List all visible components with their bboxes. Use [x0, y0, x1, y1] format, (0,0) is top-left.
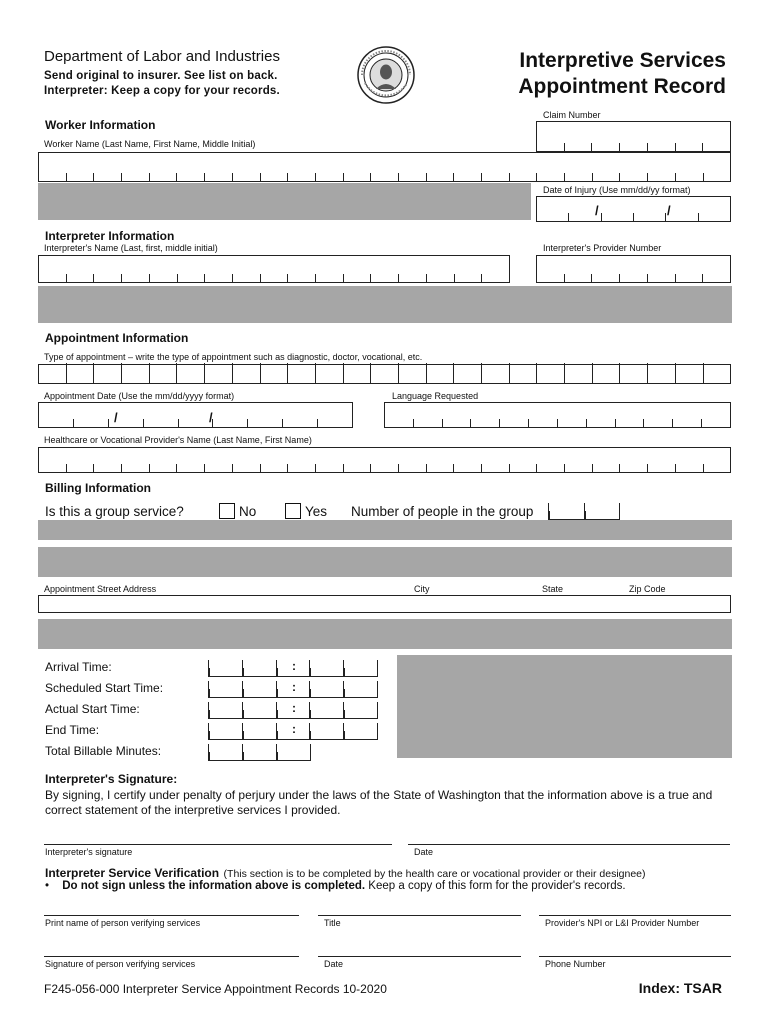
appointment-type-label: Type of appointment – write the type of appointment such as diagnostic, doctor, vocational, etc. [44, 352, 423, 362]
phone-label: Phone Number [545, 959, 606, 969]
department-name: Department of Labor and Industries [44, 48, 280, 65]
appointment-date-label: Appointment Date (Use the mm/dd/yyyy format) [44, 391, 235, 401]
street-address-label: Appointment Street Address [44, 584, 157, 594]
appointment-section-title: Appointment Information [45, 331, 189, 345]
group-no-label: No [239, 504, 257, 519]
actual-start-label: Actual Start Time: [45, 702, 140, 716]
worker-name-label: Worker Name (Last Name, First Name, Middle Initial) [44, 139, 256, 149]
date-of-injury-label: Date of Injury (Use mm/dd/yy format) [543, 185, 691, 195]
group-yes-label: Yes [305, 504, 328, 519]
scheduled-start-label: Scheduled Start Time: [45, 681, 164, 695]
group-no-checkbox[interactable] [219, 503, 235, 519]
appointment-date-slash-1: / [114, 410, 118, 425]
times-shaded-area [397, 655, 732, 758]
injury-date-slash-1: / [595, 203, 599, 218]
interpreter-date-line[interactable] [408, 844, 730, 845]
appointment-date-slash-2: / [209, 410, 213, 425]
worker-shaded-area [38, 183, 531, 220]
interpreter-shaded-area [38, 286, 732, 323]
scheduled-colon: : [292, 680, 296, 694]
group-service-question: Is this a group service? [45, 504, 184, 519]
appointment-type-field[interactable] [38, 364, 731, 384]
actual-colon: : [292, 701, 296, 715]
verifier-date-line[interactable] [318, 956, 521, 957]
print-name-label: Print name of person verifying services [45, 918, 201, 928]
date-of-injury-field[interactable] [536, 196, 731, 222]
verifier-signature-label: Signature of person verifying services [45, 959, 196, 969]
actual-start-field[interactable] [208, 702, 378, 719]
language-requested-label: Language Requested [392, 391, 479, 401]
end-colon: : [292, 722, 296, 736]
billing-shaded-area-2 [38, 547, 732, 577]
title-label: Title [324, 918, 341, 928]
interpreter-name-field[interactable] [38, 255, 510, 283]
form-title-line1: Interpretive Services [519, 49, 726, 72]
title-line[interactable] [318, 915, 521, 916]
instruction-keep: Interpreter: Keep a copy for your records. [44, 85, 280, 97]
verifier-signature-line[interactable] [44, 956, 299, 957]
npi-label: Provider's NPI or L&I Provider Number [545, 918, 700, 928]
npi-line[interactable] [539, 915, 731, 916]
billing-shaded-area-1 [38, 520, 732, 540]
city-label: City [414, 584, 430, 594]
interpreter-name-label: Interpreter's Name (Last, first, middle initial) [44, 243, 218, 253]
appointment-date-field[interactable] [38, 402, 353, 428]
instruction-send: Send original to insurer. See list on back. [44, 70, 278, 82]
interpreter-signature-line[interactable] [44, 844, 392, 845]
verification-warning [45, 880, 626, 892]
claim-number-label: Claim Number [543, 110, 601, 120]
total-minutes-field[interactable] [208, 744, 311, 761]
form-title-line2: Appointment Record [518, 75, 726, 98]
arrival-time-field[interactable] [208, 660, 378, 677]
group-count-field[interactable] [548, 503, 620, 520]
language-requested-field[interactable] [384, 402, 731, 428]
provider-name-label: Healthcare or Vocational Provider's Name (Last Name, First Name) [44, 435, 312, 445]
interpreter-provider-label: Interpreter's Provider Number [543, 243, 662, 253]
group-count-label: Number of people in the group [351, 504, 534, 519]
warning-rest-text: Keep a copy of this form for the provider's records. [365, 880, 626, 892]
end-time-field[interactable] [208, 723, 378, 740]
washington-seal-icon [356, 45, 416, 105]
state-label: State [542, 584, 564, 594]
address-field[interactable] [38, 595, 731, 613]
group-yes-checkbox[interactable] [285, 503, 301, 519]
billing-section-title: Billing Information [45, 481, 151, 495]
worker-section-title: Worker Information [45, 118, 156, 132]
provider-name-field[interactable] [38, 447, 731, 473]
bullet-icon: • [45, 880, 50, 892]
form-index: Index: TSAR [638, 980, 722, 996]
arrival-time-label: Arrival Time: [45, 660, 112, 674]
interpreter-signature-label: Interpreter's signature [45, 847, 133, 857]
arrival-colon: : [292, 659, 296, 673]
verification-title: Interpreter Service Verification [45, 866, 220, 880]
verification-subtitle: (This section is to be completed by the health care or vocational provider or their designee) [223, 868, 646, 880]
warning-bold-text: Do not sign unless the information above is completed. [62, 880, 366, 892]
interpreter-section-title: Interpreter Information [45, 229, 175, 243]
interpreter-date-label: Date [414, 847, 434, 857]
interpreter-provider-field[interactable] [536, 255, 731, 283]
end-time-label: End Time: [45, 723, 100, 737]
total-minutes-label: Total Billable Minutes: [45, 744, 162, 758]
form-number: F245-056-000 Interpreter Service Appointment Records 10-2020 [44, 982, 387, 996]
phone-line[interactable] [539, 956, 731, 957]
claim-number-field[interactable] [536, 121, 731, 152]
print-name-line[interactable] [44, 915, 299, 916]
signature-certification-text: By signing, I certify under penalty of perjury under the laws of the State of Washington that the information above is a true and correct statement of the interpretive services I provided. [45, 788, 713, 817]
signature-section-title: Interpreter's Signature: [45, 772, 178, 786]
zip-code-label: Zip Code [629, 584, 666, 594]
injury-date-slash-2: / [667, 203, 671, 218]
scheduled-start-field[interactable] [208, 681, 378, 698]
verifier-date-label: Date [324, 959, 344, 969]
address-shaded-area [38, 619, 732, 649]
worker-name-field[interactable] [38, 152, 731, 182]
